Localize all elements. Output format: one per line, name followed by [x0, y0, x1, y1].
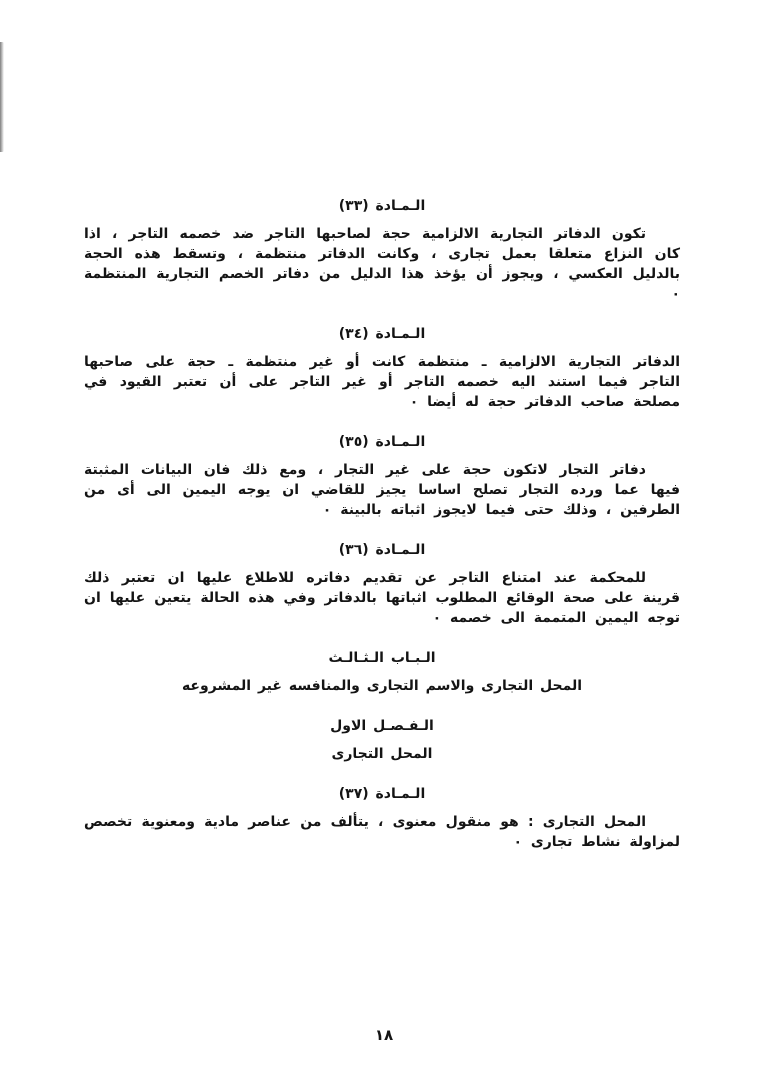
- article-34-heading: الـمـادة (٣٤): [338, 326, 426, 342]
- scan-artifact: [0, 42, 4, 152]
- article-33-heading: الـمـادة (٣٣): [338, 198, 426, 214]
- part-three-subtitle: المحل التجارى والاسم التجارى والمنافسه غير المشروعه: [181, 678, 583, 694]
- page-number: ١٨: [374, 1026, 394, 1044]
- article-36-body: للمحكمة عند امتناع التاجر عن تقديم دفاتره للاطلاع عليها ان تعتبر ذلك قرينة على صحة الوقائع المطلوب اثباتها بالدفاتر وفي هذه الحالة يتعين عليها ان توجه اليمين المتممة الى خصمه ٠: [84, 570, 680, 626]
- article-37-heading: الـمـادة (٣٧): [338, 786, 426, 802]
- article-33-body: تكون الدفاتر التجارية الالزامية حجة لصاحبها التاجر ضد خصمه التاجر ، اذا كان النزاع متعلقا بعمل تجارى ، وكانت الدفاتر منتظمة ، وتسقط هذه الحجة بالدليل العكسي ، ويجوز أن يؤخذ هذا الدليل من دفاتر الخصم التجارية المنتظمة ٠: [84, 226, 680, 302]
- article-35-body: دفاتر التجار لاتكون حجة على غير التجار ، ومع ذلك فان البيانات المثبتة فيها عما ورده التجار تصلح اساسا يجيز للقاضي ان يوجه اليمين الى أى من الطرفين ، وذلك حتى فيما لايجوز اثباته بالبينة ٠: [84, 462, 680, 518]
- article-37-body: المحل التجارى : هو منقول معنوى ، يتألف من عناصر مادية ومعنوية تخصص لمزاولة نشاط تجارى ٠: [84, 814, 680, 850]
- chapter-one-subtitle: المحل التجارى: [331, 746, 433, 762]
- document-content: [84, 196, 680, 852]
- chapter-one-heading: الـفـصـل الاول: [330, 718, 434, 734]
- part-three-heading: الـبـاب الـثـالـث: [328, 650, 436, 666]
- article-34-body: الدفاتر التجارية الالزامية ـ منتظمة كانت أو غير منتظمة ـ حجة على صاحبها التاجر فيما استند اليه خصمه التاجر أو غير التاجر على أن تعتبر القيود في مصلحة صاحب الدفاتر حجة له أيضا ٠: [84, 354, 680, 410]
- article-36-heading: الـمـادة (٣٦): [338, 542, 426, 558]
- article-35-heading: الـمـادة (٣٥): [338, 434, 426, 450]
